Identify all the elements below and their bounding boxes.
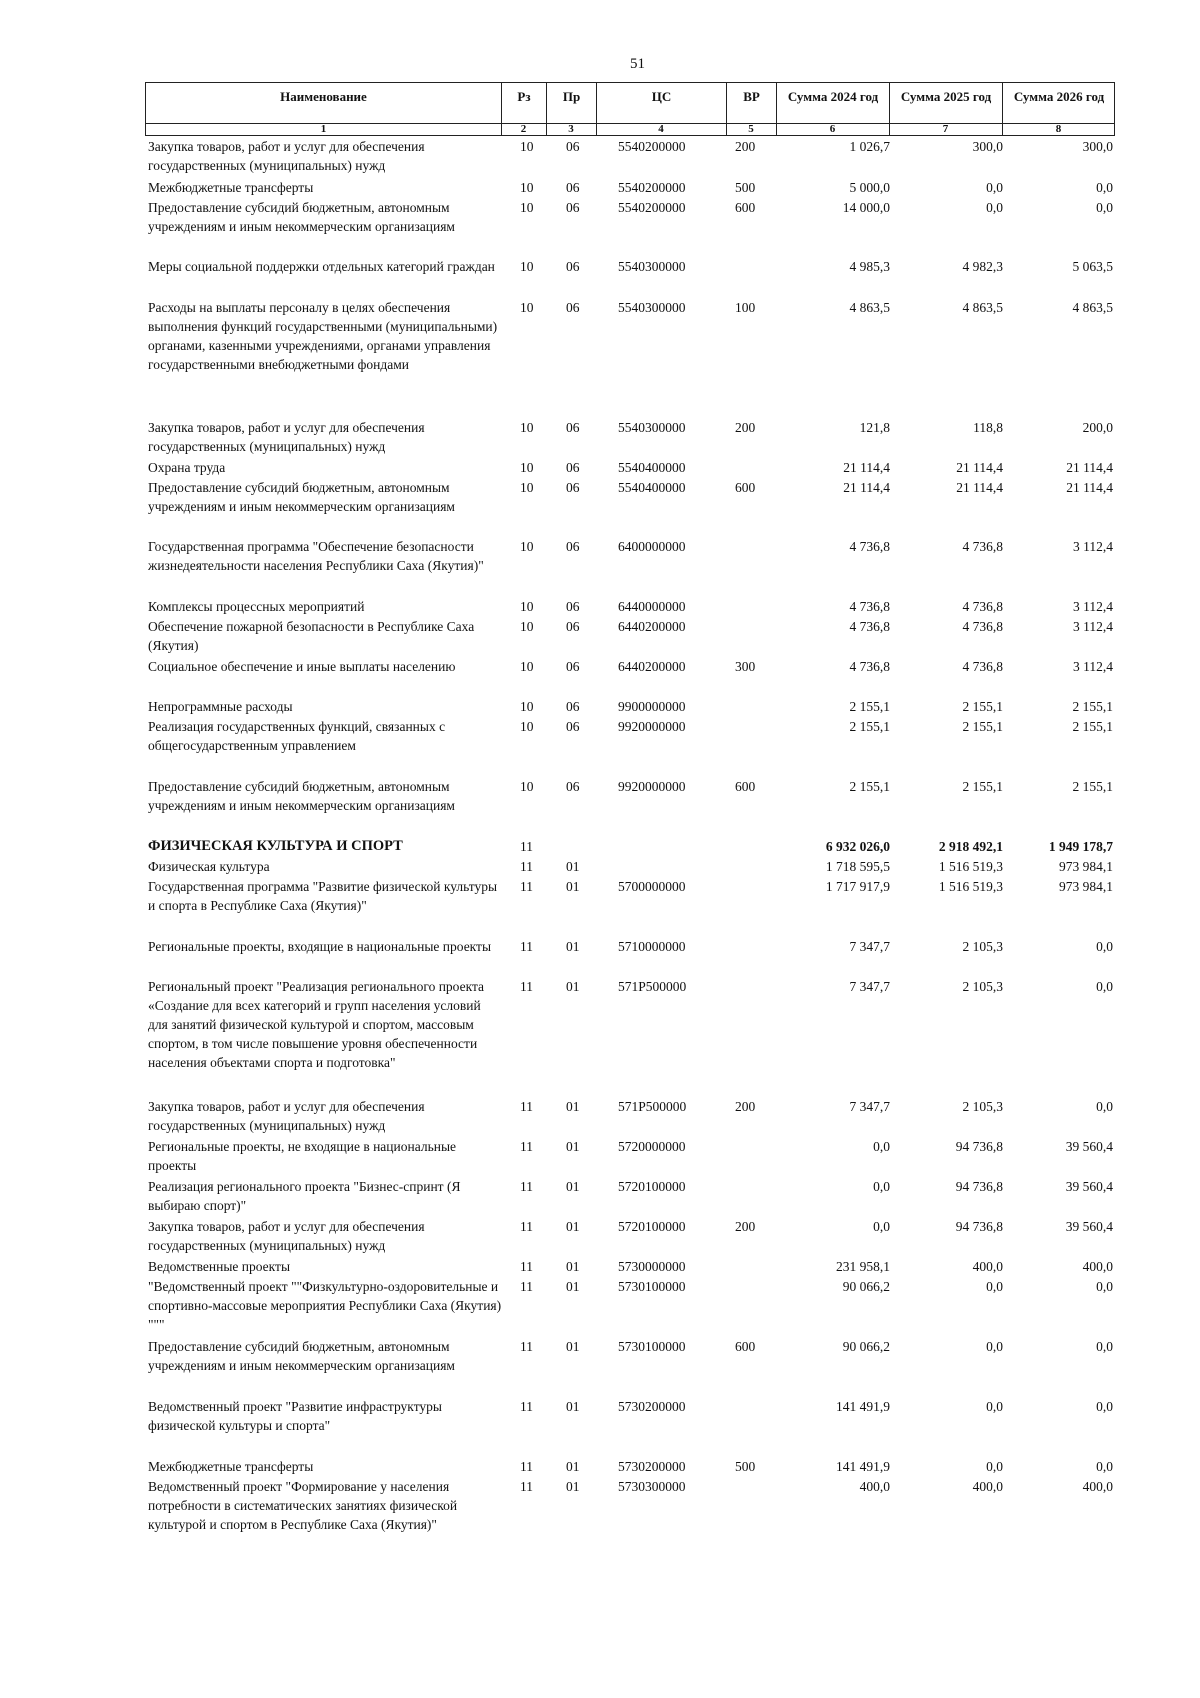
row-cs: 571P500000 bbox=[618, 979, 687, 994]
row-vr: 600 bbox=[735, 779, 756, 794]
row-sum-2024: 90 066,2 bbox=[842, 1279, 890, 1294]
row-pr: 06 bbox=[566, 460, 580, 475]
row-name: Непрограммные расходы bbox=[148, 699, 293, 714]
row-rz: 10 bbox=[520, 460, 534, 475]
row-sum-2026: 21 114,4 bbox=[1066, 480, 1113, 495]
row-vr: 600 bbox=[735, 200, 756, 215]
header-cs: ЦС bbox=[596, 83, 726, 135]
row-sum-2025: 4 736,8 bbox=[962, 599, 1003, 614]
row-cs: 5540300000 bbox=[618, 259, 686, 274]
row-name: Ведомственный проект "Формирование у населения потребности в систематических занятиях физической культурой и спортом в Республике Саха (Якутия)" bbox=[148, 1479, 458, 1532]
row-sum-2025: 300,0 bbox=[972, 139, 1003, 154]
row-sum-2025: 2 105,3 bbox=[962, 979, 1003, 994]
row-sum-2024: 14 000,0 bbox=[842, 200, 890, 215]
row-rz: 10 bbox=[520, 779, 534, 794]
row-cs: 5540200000 bbox=[618, 180, 686, 195]
row-sum-2025: 400,0 bbox=[972, 1479, 1003, 1494]
row-cs: 6400000000 bbox=[618, 539, 686, 554]
row-pr: 06 bbox=[566, 420, 580, 435]
row-sum-2024: 2 155,1 bbox=[849, 719, 890, 734]
row-sum-2025: 4 736,8 bbox=[962, 539, 1003, 554]
header-sum-2024: Сумма 2024 год bbox=[776, 83, 889, 135]
row-sum-2024: 1 026,7 bbox=[849, 139, 890, 154]
row-sum-2024: 4 736,8 bbox=[849, 659, 890, 674]
row-sum-2025: 2 155,1 bbox=[962, 699, 1003, 714]
row-sum-2026: 39 560,4 bbox=[1065, 1179, 1113, 1194]
row-sum-2026: 39 560,4 bbox=[1065, 1219, 1113, 1234]
row-cs: 5720000000 bbox=[618, 1139, 686, 1154]
row-sum-2025: 4 736,8 bbox=[962, 659, 1003, 674]
row-sum-2024: 2 155,1 bbox=[849, 699, 890, 714]
row-sum-2024: 2 155,1 bbox=[849, 779, 890, 794]
row-vr: 300 bbox=[735, 659, 756, 674]
row-sum-2024: 0,0 bbox=[873, 1179, 890, 1194]
row-vr: 100 bbox=[735, 300, 756, 315]
row-sum-2024: 4 736,8 bbox=[849, 539, 890, 554]
row-cs: 5540400000 bbox=[618, 460, 686, 475]
row-sum-2024: 5 000,0 bbox=[849, 180, 890, 195]
row-sum-2024: 400,0 bbox=[859, 1479, 890, 1494]
row-sum-2025: 0,0 bbox=[986, 1399, 1003, 1414]
row-cs: 5730200000 bbox=[618, 1399, 686, 1414]
row-name: Региональные проекты, входящие в национальные проекты bbox=[148, 939, 492, 954]
row-sum-2026: 0,0 bbox=[1096, 979, 1113, 994]
header-number-8: 8 bbox=[1055, 123, 1062, 135]
row-rz: 10 bbox=[520, 139, 534, 154]
row-cs: 5730300000 bbox=[618, 1479, 686, 1494]
row-name: Физическая культура bbox=[148, 859, 270, 874]
row-pr: 01 bbox=[566, 1219, 580, 1234]
row-cs: 5720100000 bbox=[618, 1179, 686, 1194]
row-rz: 10 bbox=[520, 200, 534, 215]
header-number-3: 3 bbox=[568, 123, 574, 135]
row-rz: 11 bbox=[520, 1399, 533, 1414]
row-sum-2025: 21 114,4 bbox=[956, 460, 1003, 475]
row-sum-2026: 200,0 bbox=[1082, 420, 1113, 435]
row-sum-2026: 4 863,5 bbox=[1072, 300, 1113, 315]
row-rz: 10 bbox=[520, 180, 534, 195]
row-sum-2024: 141 491,9 bbox=[836, 1399, 890, 1414]
page-number: 51 bbox=[630, 56, 645, 72]
row-rz: 11 bbox=[520, 939, 533, 954]
row-name: Государственная программа "Развитие физической культуры и спорта в Республике Саха (Якутия)" bbox=[148, 879, 498, 913]
row-sum-2025: 1 516 519,3 bbox=[938, 859, 1003, 874]
row-sum-2024: 4 985,3 bbox=[849, 259, 890, 274]
row-rz: 11 bbox=[520, 879, 533, 894]
row-sum-2024: 231 958,1 bbox=[836, 1259, 890, 1274]
row-pr: 06 bbox=[566, 300, 580, 315]
row-rz: 11 bbox=[520, 1179, 533, 1194]
row-sum-2026: 2 155,1 bbox=[1072, 779, 1113, 794]
row-sum-2025: 118,8 bbox=[973, 420, 1003, 435]
row-name: Предоставление субсидий бюджетным, автономным учреждениям и иным некоммерческим организациям bbox=[148, 200, 455, 234]
row-sum-2024: 4 736,8 bbox=[849, 619, 890, 634]
row-rz: 10 bbox=[520, 599, 534, 614]
row-sum-2026: 0,0 bbox=[1096, 200, 1113, 215]
row-rz: 10 bbox=[520, 420, 534, 435]
header-rz: Рз bbox=[501, 83, 546, 135]
row-rz: 11 bbox=[520, 1259, 533, 1274]
row-pr: 01 bbox=[566, 1099, 580, 1114]
row-rz: 10 bbox=[520, 699, 534, 714]
row-sum-2026: 400,0 bbox=[1082, 1259, 1113, 1274]
header-number-2: 2 bbox=[520, 123, 527, 135]
row-rz: 11 bbox=[520, 839, 533, 854]
row-sum-2026: 0,0 bbox=[1096, 180, 1113, 195]
row-name: Реализация государственных функций, связанных с общегосударственным управлением bbox=[148, 719, 446, 753]
row-sum-2026: 3 112,4 bbox=[1073, 619, 1113, 634]
row-sum-2025: 2 105,3 bbox=[962, 939, 1003, 954]
row-sum-2025: 0,0 bbox=[986, 1459, 1003, 1474]
row-sum-2025: 2 155,1 bbox=[962, 779, 1003, 794]
row-rz: 11 bbox=[520, 979, 533, 994]
row-sum-2026: 0,0 bbox=[1096, 1339, 1113, 1354]
row-sum-2025: 2 155,1 bbox=[962, 719, 1003, 734]
row-vr: 200 bbox=[735, 1219, 756, 1234]
row-name: Межбюджетные трансферты bbox=[148, 180, 314, 195]
row-rz: 10 bbox=[520, 300, 534, 315]
row-sum-2025: 94 736,8 bbox=[955, 1179, 1003, 1194]
row-sum-2024: 21 114,4 bbox=[843, 460, 890, 475]
row-sum-2025: 4 863,5 bbox=[962, 300, 1003, 315]
row-rz: 10 bbox=[520, 619, 534, 634]
row-pr: 01 bbox=[566, 879, 580, 894]
row-name: Обеспечение пожарной безопасности в Республике Саха (Якутия) bbox=[148, 619, 475, 653]
row-name: Расходы на выплаты персоналу в целях обеспечения выполнения функций государственными (муниципальными) органами, казенными учреждениями, органами управления государственными внебюджетными фондами bbox=[148, 300, 498, 372]
row-pr: 01 bbox=[566, 1479, 580, 1494]
row-sum-2025: 2 918 492,1 bbox=[938, 839, 1003, 854]
row-name: Закупка товаров, работ и услуг для обеспечения государственных (муниципальных) нужд bbox=[148, 139, 425, 173]
row-vr: 500 bbox=[735, 180, 756, 195]
row-cs: 5700000000 bbox=[618, 879, 686, 894]
row-vr: 500 bbox=[735, 1459, 756, 1474]
row-name: Межбюджетные трансферты bbox=[148, 1459, 314, 1474]
row-sum-2025: 4 982,3 bbox=[962, 259, 1003, 274]
row-sum-2024: 4 736,8 bbox=[849, 599, 890, 614]
row-pr: 01 bbox=[566, 1179, 580, 1194]
row-sum-2026: 3 112,4 bbox=[1073, 659, 1113, 674]
row-sum-2024: 121,8 bbox=[859, 420, 890, 435]
row-sum-2025: 2 105,3 bbox=[962, 1099, 1003, 1114]
header-pr: Пр bbox=[546, 83, 596, 135]
row-name: Предоставление субсидий бюджетным, автономным учреждениям и иным некоммерческим организациям bbox=[148, 480, 455, 514]
row-cs: 5730000000 bbox=[618, 1259, 686, 1274]
row-pr: 01 bbox=[566, 1139, 580, 1154]
row-sum-2025: 94 736,8 bbox=[955, 1139, 1003, 1154]
row-vr: 200 bbox=[735, 139, 756, 154]
row-vr: 200 bbox=[735, 420, 756, 435]
row-cs: 5730200000 bbox=[618, 1459, 686, 1474]
row-sum-2024: 1 717 917,9 bbox=[825, 879, 890, 894]
row-sum-2026: 0,0 bbox=[1096, 1279, 1113, 1294]
row-name: Охрана труда bbox=[148, 460, 226, 475]
row-vr: 600 bbox=[735, 480, 756, 495]
header-sum-2026: Сумма 2026 год bbox=[1002, 83, 1115, 135]
row-rz: 10 bbox=[520, 480, 534, 495]
row-name: Закупка товаров, работ и услуг для обеспечения государственных (муниципальных) нужд bbox=[148, 1099, 425, 1133]
row-cs: 9900000000 bbox=[618, 699, 686, 714]
row-pr: 06 bbox=[566, 619, 580, 634]
row-pr: 06 bbox=[566, 139, 580, 154]
row-sum-2024: 1 718 595,5 bbox=[825, 859, 890, 874]
row-sum-2026: 1 949 178,7 bbox=[1048, 839, 1113, 854]
header-name: Наименование bbox=[280, 89, 367, 104]
row-sum-2024: 90 066,2 bbox=[842, 1339, 890, 1354]
row-pr: 06 bbox=[566, 659, 580, 674]
row-rz: 11 bbox=[520, 1139, 533, 1154]
row-cs: 5710000000 bbox=[618, 939, 686, 954]
row-cs: 6440200000 bbox=[618, 659, 686, 674]
row-name: Закупка товаров, работ и услуг для обеспечения государственных (муниципальных) нужд bbox=[148, 1219, 425, 1253]
row-sum-2024: 7 347,7 bbox=[849, 979, 890, 994]
row-sum-2025: 0,0 bbox=[986, 1279, 1003, 1294]
row-pr: 01 bbox=[566, 1459, 580, 1474]
row-name: Реализация регионального проекта "Бизнес-спринт (Я выбираю спорт)" bbox=[148, 1179, 461, 1213]
row-rz: 11 bbox=[520, 1339, 533, 1354]
row-cs: 6440200000 bbox=[618, 619, 686, 634]
row-name: Региональный проект "Реализация регионального проекта «Создание для всех категорий и групп населения условий для занятий физической культурой и спортом, массовым спортом, в том числе повышение уровня обеспеченности населения объектами спорта и подготовка" bbox=[148, 979, 485, 1070]
row-sum-2026: 973 984,1 bbox=[1059, 859, 1113, 874]
row-pr: 06 bbox=[566, 539, 580, 554]
row-rz: 11 bbox=[520, 1279, 533, 1294]
row-rz: 10 bbox=[520, 659, 534, 674]
row-name: Социальное обеспечение и иные выплаты населению bbox=[148, 659, 456, 674]
row-rz: 11 bbox=[520, 1479, 533, 1494]
row-pr: 06 bbox=[566, 480, 580, 495]
row-sum-2024: 4 863,5 bbox=[849, 300, 890, 315]
row-sum-2026: 39 560,4 bbox=[1065, 1139, 1113, 1154]
row-cs: 9920000000 bbox=[618, 719, 686, 734]
row-sum-2025: 0,0 bbox=[986, 200, 1003, 215]
row-pr: 01 bbox=[566, 1399, 580, 1414]
row-sum-2026: 0,0 bbox=[1096, 1459, 1113, 1474]
header-number-5: 5 bbox=[748, 123, 754, 135]
row-pr: 06 bbox=[566, 200, 580, 215]
row-sum-2026: 300,0 bbox=[1082, 139, 1113, 154]
row-sum-2026: 2 155,1 bbox=[1072, 699, 1113, 714]
row-pr: 01 bbox=[566, 1339, 580, 1354]
row-pr: 01 bbox=[566, 859, 580, 874]
row-rz: 10 bbox=[520, 719, 534, 734]
row-sum-2025: 0,0 bbox=[986, 1339, 1003, 1354]
row-rz: 10 bbox=[520, 259, 534, 274]
row-name: Комплексы процессных мероприятий bbox=[148, 599, 365, 614]
header-sum-2025: Сумма 2025 год bbox=[889, 83, 1002, 135]
header-vr: ВР bbox=[726, 83, 776, 135]
row-pr: 06 bbox=[566, 719, 580, 734]
row-sum-2026: 0,0 bbox=[1096, 939, 1113, 954]
row-sum-2024: 0,0 bbox=[873, 1139, 890, 1154]
row-pr: 01 bbox=[566, 939, 580, 954]
row-sum-2024: 7 347,7 bbox=[849, 1099, 890, 1114]
row-pr: 06 bbox=[566, 180, 580, 195]
row-rz: 11 bbox=[520, 1099, 533, 1114]
row-sum-2025: 400,0 bbox=[972, 1259, 1003, 1274]
row-sum-2026: 973 984,1 bbox=[1059, 879, 1113, 894]
row-sum-2024: 7 347,7 bbox=[849, 939, 890, 954]
row-rz: 11 bbox=[520, 1459, 533, 1474]
header-number-7: 7 bbox=[942, 123, 949, 135]
row-cs: 5540400000 bbox=[618, 480, 686, 495]
row-sum-2025: 1 516 519,3 bbox=[938, 879, 1003, 894]
row-name: Закупка товаров, работ и услуг для обеспечения государственных (муниципальных) нужд bbox=[148, 420, 425, 454]
row-vr: 200 bbox=[735, 1099, 756, 1114]
header-number-6: 6 bbox=[829, 123, 836, 135]
row-rz: 10 bbox=[520, 539, 534, 554]
row-cs: 5540300000 bbox=[618, 420, 686, 435]
row-sum-2026: 3 112,4 bbox=[1073, 599, 1113, 614]
row-name: Ведомственный проект "Развитие инфраструктуры физической культуры и спорта" bbox=[148, 1399, 442, 1433]
header-number-4: 4 bbox=[658, 123, 664, 135]
row-vr: 600 bbox=[735, 1339, 756, 1354]
row-cs: 5540200000 bbox=[618, 139, 686, 154]
row-cs: 9920000000 bbox=[618, 779, 686, 794]
row-pr: 01 bbox=[566, 1279, 580, 1294]
row-sum-2024: 21 114,4 bbox=[843, 480, 890, 495]
row-rz: 11 bbox=[520, 1219, 533, 1234]
row-name: Государственная программа "Обеспечение безопасности жизнедеятельности населения Республики Саха (Якутия)" bbox=[148, 539, 484, 573]
row-cs: 5720100000 bbox=[618, 1219, 686, 1234]
row-pr: 06 bbox=[566, 599, 580, 614]
row-sum-2025: 21 114,4 bbox=[956, 480, 1003, 495]
row-name: Предоставление субсидий бюджетным, автономным учреждениям и иным некоммерческим организациям bbox=[148, 779, 455, 813]
row-name: ФИЗИЧЕСКАЯ КУЛЬТУРА И СПОРТ bbox=[148, 838, 403, 854]
row-sum-2025: 4 736,8 bbox=[962, 619, 1003, 634]
row-cs: 5540300000 bbox=[618, 300, 686, 315]
row-name: "Ведомственный проект ""Физкультурно-оздоровительные и спортивно-массовые мероприятия Республики Саха (Якутия) """ bbox=[148, 1279, 502, 1332]
row-cs: 5730100000 bbox=[618, 1339, 686, 1354]
row-cs: 5540200000 bbox=[618, 200, 686, 215]
row-pr: 06 bbox=[566, 779, 580, 794]
row-sum-2024: 6 932 026,0 bbox=[825, 839, 890, 854]
row-sum-2026: 0,0 bbox=[1096, 1399, 1113, 1414]
row-rz: 11 bbox=[520, 859, 533, 874]
row-sum-2026: 3 112,4 bbox=[1073, 539, 1113, 554]
row-sum-2026: 2 155,1 bbox=[1072, 719, 1113, 734]
table-header bbox=[145, 82, 1115, 136]
row-sum-2026: 5 063,5 bbox=[1072, 259, 1113, 274]
row-sum-2026: 21 114,4 bbox=[1066, 460, 1113, 475]
row-sum-2024: 0,0 bbox=[873, 1219, 890, 1234]
row-sum-2025: 94 736,8 bbox=[955, 1219, 1003, 1234]
row-sum-2024: 141 491,9 bbox=[836, 1459, 890, 1474]
row-cs: 6440000000 bbox=[618, 599, 686, 614]
row-cs: 571P500000 bbox=[618, 1099, 687, 1114]
row-name: Региональные проекты, не входящие в национальные проекты bbox=[148, 1139, 457, 1173]
row-pr: 06 bbox=[566, 699, 580, 714]
row-pr: 06 bbox=[566, 259, 580, 274]
row-pr: 01 bbox=[566, 1259, 580, 1274]
row-sum-2025: 0,0 bbox=[986, 180, 1003, 195]
row-sum-2026: 400,0 bbox=[1082, 1479, 1113, 1494]
row-name: Меры социальной поддержки отдельных категорий граждан bbox=[148, 259, 495, 274]
row-name: Ведомственные проекты bbox=[148, 1259, 291, 1274]
row-pr: 01 bbox=[566, 979, 580, 994]
row-cs: 5730100000 bbox=[618, 1279, 686, 1294]
header-number-1: 1 bbox=[320, 123, 327, 135]
row-name: Предоставление субсидий бюджетным, автономным учреждениям и иным некоммерческим организациям bbox=[148, 1339, 455, 1373]
row-sum-2026: 0,0 bbox=[1096, 1099, 1113, 1114]
